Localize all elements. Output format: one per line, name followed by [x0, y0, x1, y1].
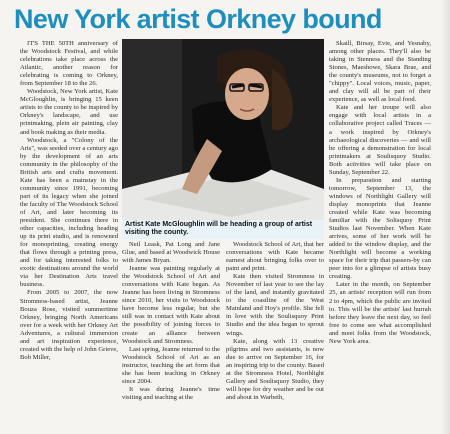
paragraph: Jeanne was painting regularly at the Woodstock School of Art and conversations with Kate began. As Jeanne has been living in Stromness since 2010, her visits to Woodstock have become less regular, but she still was in contact with Kate about the possibility of joining forces to create an alliance between Woodstock and Stromness.	[122, 265, 220, 345]
paragraph: Skaill, Birsay, Evie, and Yesnaby, among other places. They'll also be taking in Stenness and the Standing Stones, Maeshowe, Skara Brae, and the county's museums, not to forget a "chippy". Local voices, music, paper, and clay will all be part of their experience, as well as local food.	[329, 40, 431, 104]
artist-portrait-image	[122, 39, 324, 220]
paragraph: Kate, along with 13 creative pilgrims and two assistants, is now due to arrive on September 16, for an inspiring trip to the county. Based at the Stromness Hotel, Northlight Gallery and Soulisquoy Studio, they will hope for dry weather and be out and about in Warbeth,	[226, 337, 324, 401]
paragraph: Later in the month, on September 25, an artists' reception will run from 2 to 4pm, which the public are invited to. This will be the artists' last hurrah before they leave the next day, so feel free to come see what accomplished and meet folks from the Woodstock, New York area.	[329, 281, 431, 345]
headline: New York artist Orkney bound	[14, 4, 382, 34]
article-column-1	[20, 40, 118, 432]
paragraph: Woodstock, a "Colony of the Arts", was seeded over a century ago by the development of an arts community in the philosophy of the British arts and crafts movement. Kate has been a mainstay in the community since 1991, becoming part of its legacy when she joined the faculty of The Woodstock School of Art, and later becoming its president. She continues there in other capacities, including heading up its print studio, and is renowned for monoprinting, creating energy that flows through a printing press, and for taking interested folks to exotic destinations around the world via her Destination Arts travel business.	[20, 136, 118, 289]
paragraph: From 2005 to 2007, the now Stromness-based artist, Jeanne Bouza Rose, visited summertime Orkney, bringing North Americans over for a week with her Orkney Art Adventures, a cultural immersion and art inspiration experience, created with the help of John Grieve, Bob Miller,	[20, 289, 118, 361]
article-column-3	[226, 241, 324, 433]
article-column-2	[122, 241, 220, 433]
page-edge	[440, 0, 450, 434]
paragraph: It was during Jeanne's time visiting and teaching at the	[122, 385, 220, 401]
paragraph: Woodstock School of Art, that her conversations with Kate became earnest about bringing folks over to paint and print.	[226, 241, 324, 273]
paragraph: Woodstock, New York artist, Kate McGloughlin, is bringing 15 keen artists to the county to be inspired by Orkney's landscape, and use printmaking, plein air painting, clay and book making as their media.	[20, 88, 118, 136]
paragraph: Kate then visited Stromness in November of last year to see the lay of the land, and instantly gravitated to the coastline of the West Mainland and Hoy's profile. She fell in love with the Soulisquoy Print Studio and the idea began to sprout wings.	[226, 273, 324, 337]
article-photo	[122, 39, 324, 220]
paragraph: Neil Leask, Pat Long and Jane Glue, and based at Woodwick House with James Bryan.	[122, 241, 220, 265]
paragraph: Kate and her troupe will also engage with local artists in a collaborative project called Traces — a work inspired by Orkney's archaeological discoveries — and will be offering a demonstration for local printmakers at Soulisquoy Studio. Both activities will take place on Sunday, September 22.	[329, 104, 431, 176]
paragraph: Last spring, Jeanne returned to the Woodstock School of Art as an instructor, teaching the art form that she has been teaching in Orkney since 2004.	[122, 345, 220, 385]
article-column-4	[329, 40, 431, 432]
photo-caption: Artist Kate McGloughlin will be heading a group of artist visiting the county.	[122, 220, 324, 239]
paragraph: In preparation and starting tomorrow, September 13, the windows of Northlight Gallery will display monoprints that Jeanne created while Kate was becoming familiar with the Solisquoy Print Studios last November. When Kate arrives, some of her work will be added to the window display, and the Northlight will become a working space for their trip that passers-by can peer into for a glimpse of artists busy creating.	[329, 176, 431, 281]
paragraph: IT'S THE 50TH anniversary of the Woodstock Festival, and while celebrations take place across the Atlantic, another reason for celebrating is coming to Orkney, from September 18 to the 26.	[20, 40, 118, 88]
